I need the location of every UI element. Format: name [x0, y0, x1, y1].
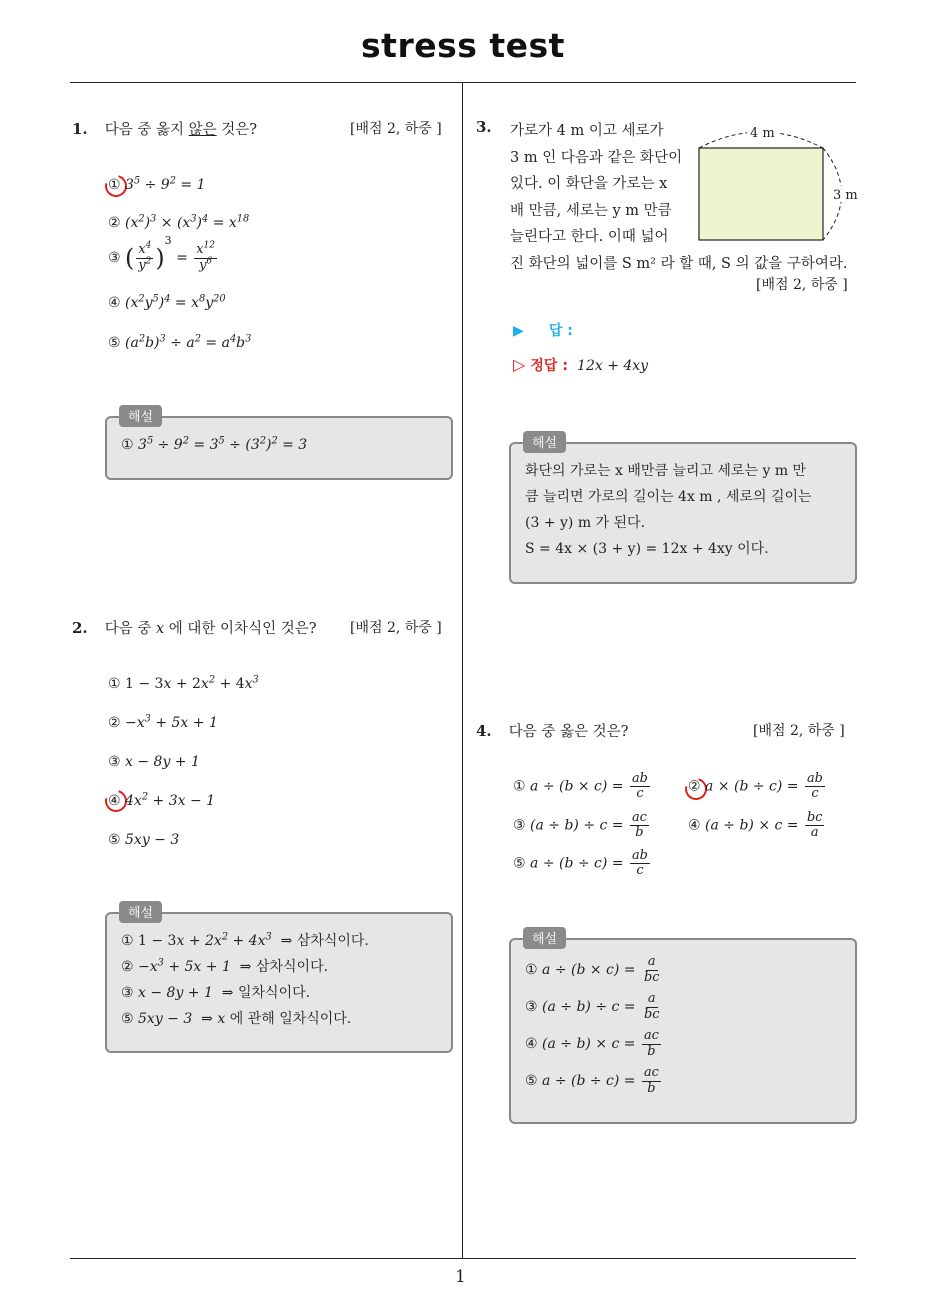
question-text: 다음 중 x 에 대한 이차식인 것은? — [104, 621, 317, 637]
explanation-line: ① $3^5 \div 9^2 = 3^5 \div (3^2)^2 = 3$ — [121, 435, 308, 453]
width-label: 4 m — [750, 126, 775, 141]
explanation-line: S = 4x × (3 + y) = 12x + 4xy 이다. — [525, 541, 769, 557]
question-line: 진 화단의 넓이를 S m² 라 할 때, S 의 값을 구하여라. — [510, 255, 848, 272]
question-line: 가로가 4 m 이고 세로가 — [510, 123, 664, 139]
explanation-box — [509, 442, 857, 584]
option-2[interactable]: ② $(x^2)^3 \times (x^3)^4 = x^{18}$ — [108, 213, 250, 231]
question-number: 1. — [72, 120, 88, 138]
score-meta: [배점 2, 하중 ] — [756, 277, 848, 293]
explanation-line: ③ x − 8y + 1 ⇒ 일차식이다. — [121, 985, 311, 1001]
correct-value: 12x + 4xy — [577, 358, 649, 374]
play-icon: ▶ — [513, 323, 524, 339]
garden-rectangle — [699, 148, 823, 240]
score-meta: [배점 2, 하중 ] — [753, 723, 845, 739]
question-line: 3 m 인 다음과 같은 화단이 — [510, 149, 683, 166]
explanation-badge: 해설 — [119, 901, 162, 923]
option-5[interactable]: ⑤ a ÷ (b ÷ c) = $\frac{ab}{c}$ — [513, 848, 648, 879]
question-text: 다음 중 옳은 것은? — [508, 724, 629, 740]
explanation-line: ⑤ a ÷ (b ÷ c) = $\frac{ac}{b}$ — [525, 1065, 659, 1096]
option-4[interactable]: ④ (a ÷ b) × c = $\frac{bc}{a}$ — [688, 810, 823, 841]
question-number: 3. — [476, 118, 492, 136]
option-5[interactable]: ⑤ $(a^2b)^3 \div a^2 = a^4b^3$ — [108, 333, 252, 351]
question-line: 있다. 이 화단을 가로는 x — [510, 176, 668, 192]
explanation-line: ① $1 - 3x + 2x^2 + 4x^3$ ⇒ 삼차식이다. — [121, 931, 369, 949]
explanation-badge: 해설 — [523, 431, 566, 453]
question-number: 4. — [476, 722, 492, 740]
explanation-line: ④ (a ÷ b) × c = $\frac{ac}{b}$ — [525, 1028, 659, 1059]
correct-label: 정답 : — [530, 358, 568, 374]
explanation-badge: 해설 — [523, 927, 566, 949]
explanation-line: ① a ÷ (b × c) = $\frac{a}{bc}$ — [525, 954, 660, 985]
explanation-badge: 해설 — [119, 405, 162, 427]
option-5[interactable]: ⑤ 5xy − 3 — [108, 832, 180, 848]
explanation-line: 화단의 가로는 x 배만큼 늘리고 세로는 y m 만 — [525, 463, 807, 479]
question-text: 다음 중 옳지 않은 것은? — [104, 122, 258, 138]
option-3[interactable]: ③ ( $\frac{x^4}{y^2}$ )$^3$ = $\frac{x^{12}}{y^6}$ — [108, 234, 215, 273]
option-4[interactable]: ④ $4x^2 + 3x - 1$ — [108, 791, 216, 809]
explanation-line: ③ (a ÷ b) ÷ c = $\frac{a}{bc}$ — [525, 991, 660, 1022]
garden-figure — [692, 120, 862, 250]
header-rule — [70, 82, 856, 83]
score-meta: [배점 2, 하중 ] — [350, 620, 442, 636]
explanation-box — [509, 938, 857, 1124]
height-label: 3 m — [833, 188, 858, 203]
footer-rule — [70, 1258, 856, 1259]
correct-answer — [513, 355, 648, 375]
explanation-box — [105, 912, 453, 1053]
answer-label: 답 : — [548, 323, 573, 339]
explanation-line: ② $-x^3 + 5x + 1$ ⇒ 삼차식이다. — [121, 957, 329, 975]
option-1[interactable]: ① $1 - 3x + 2x^2 + 4x^3$ — [108, 674, 259, 692]
column-divider — [462, 82, 463, 1258]
option-1[interactable]: ① a ÷ (b × c) = $\frac{ab}{c}$ — [513, 771, 648, 802]
explanation-line: ⑤ 5xy − 3 ⇒ x 에 관해 일차식이다. — [121, 1011, 352, 1027]
option-1[interactable]: ① $3^5 \div 9^2 = 1$ — [108, 175, 206, 193]
page-title: stress test — [361, 26, 565, 65]
explanation-line: (3 + y) m 가 된다. — [525, 515, 646, 531]
question-line: 배 만큼, 세로는 y m 만큼 — [510, 202, 672, 219]
option-2[interactable]: ② $-x^3 + 5x + 1$ — [108, 713, 218, 731]
option-2[interactable]: ② a × (b ÷ c) = $\frac{ab}{c}$ — [688, 771, 823, 802]
option-3[interactable]: ③ x − 8y + 1 — [108, 754, 200, 770]
score-meta: [배점 2, 하중 ] — [350, 121, 442, 137]
page-number: 1 — [455, 1267, 466, 1287]
outline-play-icon: ▷ — [513, 355, 526, 374]
option-3[interactable]: ③ (a ÷ b) ÷ c = $\frac{ac}{b}$ — [513, 810, 647, 841]
explanation-line: 큼 늘리면 가로의 길이는 4x m , 세로의 길이는 — [525, 489, 812, 505]
option-4[interactable]: ④ $(x^2y^5)^4 = x^8y^{20}$ — [108, 293, 226, 311]
question-number: 2. — [72, 619, 88, 637]
answer-field[interactable] — [513, 320, 573, 340]
question-line: 늘린다고 한다. 이때 넓어 — [510, 229, 669, 245]
